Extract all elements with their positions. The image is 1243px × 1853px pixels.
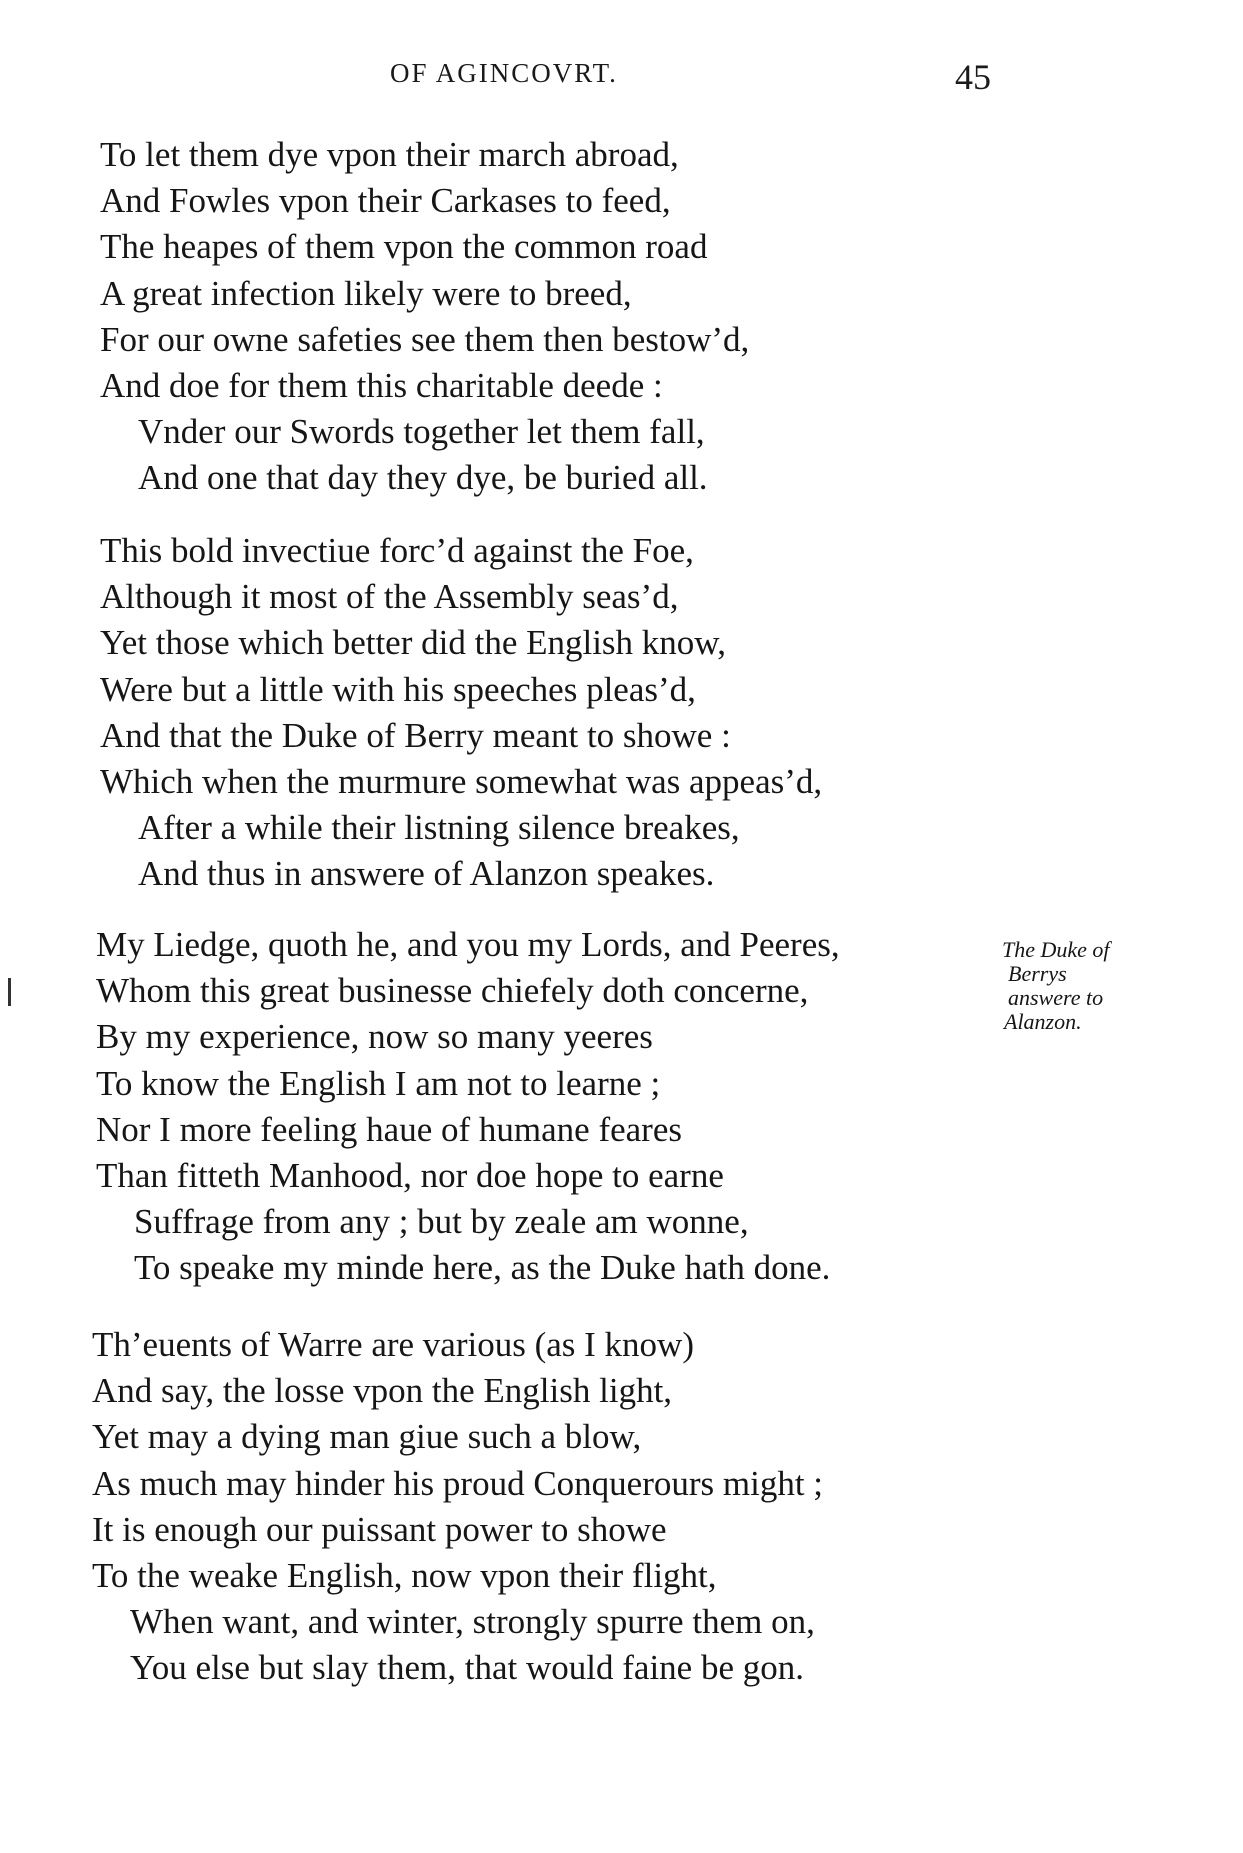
verse-line: And Fowles vpon their Carkases to feed, (100, 181, 671, 221)
couplet-line: When want, and winter, strongly spurre them on, (130, 1602, 815, 1642)
running-title: OF AGINCOVRT. (390, 58, 618, 88)
marginal-note-line: Alanzon. (1004, 1009, 1082, 1034)
verse-line: Whom this great businesse chiefely doth concerne, (96, 971, 809, 1011)
verse-line: Yet those which better did the English know, (100, 623, 727, 663)
marginal-note-line: answere to (1008, 985, 1104, 1010)
verse-line: Although it most of the Assembly seas’d, (100, 577, 679, 617)
verse-line: To let them dye vpon their march abroad, (100, 135, 679, 174)
verse-line: It is enough our puissant power to showe (92, 1509, 667, 1549)
page-number: 45 (955, 57, 991, 97)
marginal-note-line: Berrys (1008, 961, 1067, 986)
verse-line: To the weake English, now vpon their flight, (92, 1555, 717, 1595)
couplet-line: Vnder our Swords together let them fall, (138, 412, 705, 452)
verse-line: And that the Duke of Berry meant to showe : (100, 715, 731, 755)
marginal-note (1002, 938, 1202, 1034)
verse-line: As much may hinder his proud Conquerours might ; (92, 1463, 824, 1503)
verse-line: And say, the losse vpon the English light, (92, 1371, 673, 1411)
verse-line: A great infection likely were to breed, (100, 273, 632, 313)
margin-mark (8, 978, 11, 1006)
couplet-line: Suffrage from any ; but by zeale am wonne, (134, 1202, 749, 1242)
stanza-4 (92, 1322, 992, 1692)
verse-line: And doe for them this charitable deede : (100, 365, 663, 405)
verse-line: By my experience, now so many yeeres (96, 1017, 653, 1057)
verse-line: Yet may a dying man giue such a blow, (92, 1417, 642, 1457)
verse-line: For our owne safeties see them then bestow’d, (100, 319, 750, 359)
couplet-line: And thus in answere of Alanzon speakes. (138, 854, 715, 894)
stanza-1 (100, 132, 1000, 502)
verse-line: Th’euents of Warre are various (as I know) (92, 1325, 694, 1364)
verse-line: The heapes of them vpon the common road (100, 227, 708, 267)
verse-line: This bold invectiue forc’d against the Foe, (100, 531, 694, 570)
couplet-line: To speake my minde here, as the Duke hath done. (134, 1248, 831, 1288)
verse-line: Were but a little with his speeches pleas’d, (100, 669, 696, 709)
couplet-line: You else but slay them, that would faine be gon. (130, 1648, 804, 1688)
couplet-line: And one that day they dye, be buried all. (138, 458, 708, 498)
marginal-note-line: The Duke of (1002, 937, 1110, 962)
verse-line: My Liedge, quoth he, and you my Lords, and Peeres, (96, 925, 840, 964)
couplet-line: After a while their listning silence breakes, (138, 808, 740, 848)
stanza-3 (96, 922, 996, 1292)
verse-line: Nor I more feeling haue of humane feares (96, 1109, 682, 1149)
verse-line: Which when the murmure somewhat was appeas’d, (100, 761, 823, 801)
verse-line: To know the English I am not to learne ; (96, 1063, 661, 1103)
verse-line: Than fitteth Manhood, nor doe hope to earne (96, 1155, 724, 1195)
stanza-2 (100, 528, 1000, 898)
